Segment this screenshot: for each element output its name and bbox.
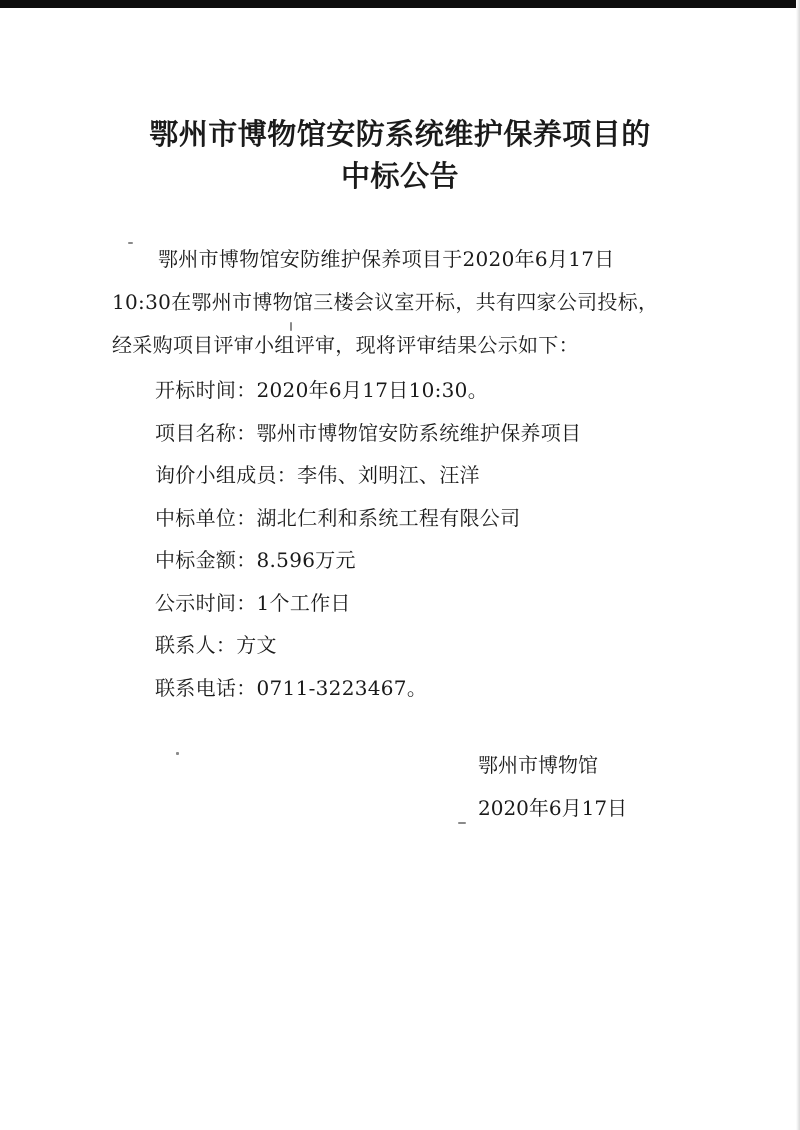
field-contact-person: 联系人：方文 [155,633,277,657]
scan-top-edge [0,0,800,8]
field-project-name: 项目名称：鄂州市博物馆安防系统维护保养项目 [155,421,582,445]
field-winning-company: 中标单位：湖北仁利和系统工程有限公司 [155,506,521,530]
field-winning-amount: 中标金额：8.596万元 [155,548,356,572]
intro-line-3: 经采购项目评审小组评审，现将评审结果公示如下： [112,333,579,357]
intro-line-2: 10:30在鄂州市博物馆三楼会议室开标，共有四家公司投标， [112,290,659,314]
signature-organization: 鄂州市博物馆 [478,753,598,777]
field-contact-phone: 联系电话：0711-3223467。 [155,676,428,700]
signature-date: 2020年6月17日 [478,796,628,820]
scan-speck [176,752,179,755]
document-title-line-1: 鄂州市博物馆安防系统维护保养项目的 [149,117,651,151]
intro-line-1: 鄂州市博物馆安防维护保养项目于2020年6月17日 [158,247,615,271]
field-panel-members: 询价小组成员：李伟、刘明江、汪洋 [155,463,480,487]
document-title-line-2: 中标公告 [340,159,459,193]
field-notice-period: 公示时间：1个工作日 [155,591,351,615]
intro-paragraph [112,238,692,367]
scan-speck [458,822,466,824]
field-opening-time: 开标时间：2020年6月17日10:30。 [155,378,489,402]
